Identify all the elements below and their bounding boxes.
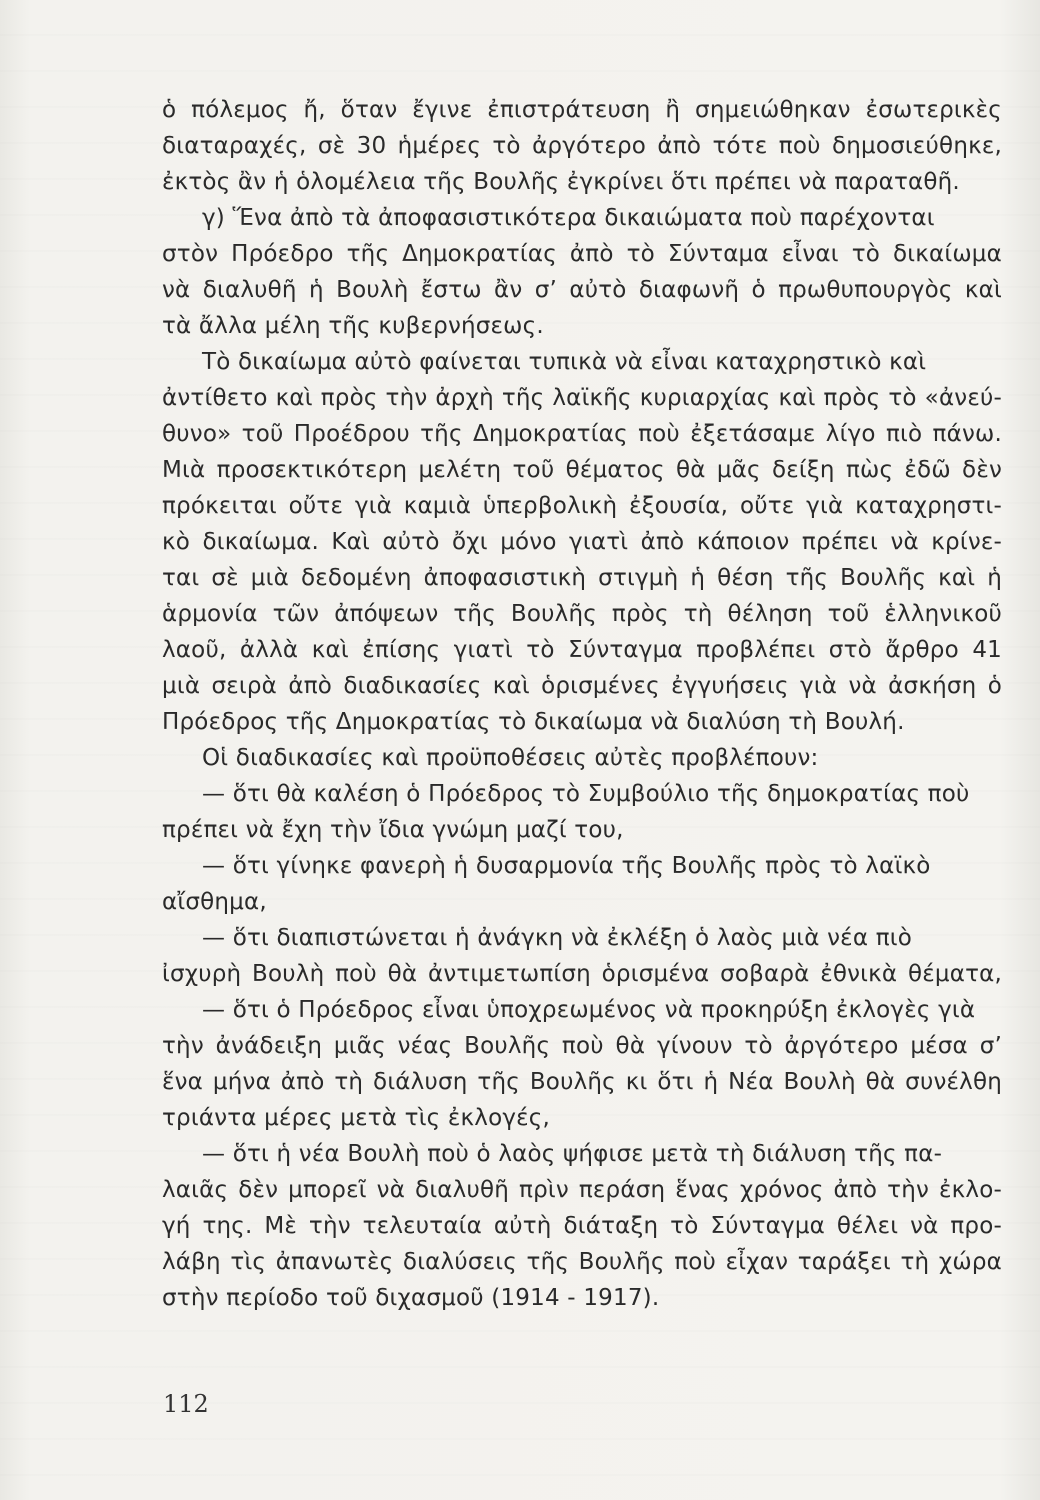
text-line: — ὅτι ἡ νέα Βουλὴ ποὺ ὁ λαὸς ψήφισε μετὰ τὴ διάλυση τῆς πα- [202, 1141, 943, 1167]
text-line: — ὅτι διαπιστώνεται ἡ ἀνάγκη νὰ ἐκλέξη ὁ λαὸς μιὰ νέα πιὸ [202, 925, 912, 951]
text-line: λαιᾶς δὲν μπορεῖ νὰ διαλυθῆ πρὶν περάση ἕνας χρόνος ἀπὸ τὴν ἐκλο- [162, 1177, 1002, 1203]
text-line: ἰσχυρὴ Βουλὴ ποὺ θὰ ἀντιμετωπίση ὁρισμένα σοβαρὰ ἐθνικὰ θέματα, [162, 961, 1002, 987]
text-line: ὁ πόλεμος ἤ, ὅταν ἔγινε ἐπιστράτευση ἢ σημειώθηκαν ἐσωτερικὲς [162, 97, 1002, 123]
text-line: μιὰ σειρὰ ἀπὸ διαδικασίες καὶ ὁρισμένες ἐγγυήσεις γιὰ νὰ ἀσκήση ὁ [162, 673, 1002, 699]
text-line: — ὅτι ὁ Πρόεδρος εἶναι ὑποχρεωμένος νὰ προκηρύξη ἐκλογὲς γιὰ [202, 997, 976, 1023]
text-line: νὰ διαλυθῆ ἡ Βουλὴ ἔστω ἂν σ’ αὐτὸ διαφωνῆ ὁ πρωθυπουργὸς καὶ [162, 277, 1002, 303]
text-line: ἕνα μήνα ἀπὸ τὴ διάλυση τῆς Βουλῆς κι ὅτι ἡ Νέα Βουλὴ θὰ συνέλθη [162, 1069, 1002, 1095]
text-line: τὴν ἀνάδειξη μιᾶς νέας Βουλῆς ποὺ θὰ γίνουν τὸ ἀργότερο μέσα σ’ [162, 1033, 1002, 1059]
text-line: ἁρμονία τῶν ἀπόψεων τῆς Βουλῆς πρὸς τὴ θέληση τοῦ ἑλληνικοῦ [162, 601, 1002, 627]
text-line: στὸν Πρόεδρο τῆς Δημοκρατίας ἀπὸ τὸ Σύνταμα εἶναι τὸ δικαίωμα [162, 241, 1002, 267]
text-line: στὴν περίοδο τοῦ διχασμοῦ (1914 - 1917). [162, 1285, 660, 1311]
text-line: — ὅτι θὰ καλέση ὁ Πρόεδρος τὸ Συμβούλιο τῆς δημοκρατίας ποὺ [202, 781, 970, 807]
text-line: ἐκτὸς ἂν ἡ ὁλομέλεια τῆς Βουλῆς ἐγκρίνει ὅτι πρέπει νὰ παραταθῆ. [162, 169, 960, 195]
text-line: κὸ δικαίωμα. Καὶ αὐτὸ ὄχι μόνο γιατὶ ἀπὸ κάποιον πρέπει νὰ κρίνε- [162, 529, 1002, 555]
text-line: Οἱ διαδικασίες καὶ προϋποθέσεις αὐτὲς προβλέπουν: [202, 745, 819, 771]
text-line: τὰ ἄλλα μέλη τῆς κυβερνήσεως. [162, 313, 544, 339]
text-line: θυνο» τοῦ Προέδρου τῆς Δημοκρατίας ποὺ ἐξετάσαμε λίγο πιὸ πάνω. [162, 421, 1002, 447]
text-line: Τὸ δικαίωμα αὐτὸ φαίνεται τυπικὰ νὰ εἶναι καταχρηστικὸ καὶ [202, 349, 927, 375]
text-line: διαταραχές, σὲ 30 ἡμέρες τὸ ἀργότερο ἀπὸ τότε ποὺ δημοσιεύθηκε, [162, 133, 1002, 159]
text-line: πρόκειται οὔτε γιὰ καμιὰ ὑπερβολικὴ ἐξουσία, οὔτε γιὰ καταχρηστι- [162, 493, 1002, 519]
text-line: αἴσθημα, [162, 889, 267, 915]
text-line: γ) Ἕνα ἀπὸ τὰ ἀποφασιστικότερα δικαιώματα ποὺ παρέχονται [202, 205, 935, 231]
text-line: Πρόεδρος τῆς Δημοκρατίας τὸ δικαίωμα νὰ διαλύση τὴ Βουλή. [162, 709, 905, 735]
text-line: λάβη τὶς ἀπανωτὲς διαλύσεις τῆς Βουλῆς ποὺ εἶχαν ταράξει τὴ χώρα [162, 1249, 1002, 1275]
text-line: λαοῦ, ἀλλὰ καὶ ἐπίσης γιατὶ τὸ Σύνταγμα προβλέπει στὸ ἄρθρο 41 [162, 637, 1002, 663]
text-line: ται σὲ μιὰ δεδομένη ἀποφασιστικὴ στιγμὴ ἡ θέση τῆς Βουλῆς καὶ ἡ [162, 565, 1002, 591]
text-line: τριάντα μέρες μετὰ τὶς ἐκλογές, [162, 1105, 551, 1131]
text-line: γή της. Μὲ τὴν τελευταία αὐτὴ διάταξη τὸ Σύνταγμα θέλει νὰ προ- [162, 1213, 1002, 1239]
body-text [162, 92, 1002, 1316]
page-number: 112 [163, 1390, 209, 1418]
text-line: — ὅτι γίνηκε φανερὴ ἡ δυσαρμονία τῆς Βουλῆς πρὸς τὸ λαϊκὸ [202, 853, 931, 879]
text-line: ἀντίθετο καὶ πρὸς τὴν ἀρχὴ τῆς λαϊκῆς κυριαρχίας καὶ πρὸς τὸ «ἀνεύ- [162, 385, 1002, 411]
text-line: πρέπει νὰ ἔχη τὴν ἴδια γνώμη μαζί του, [162, 817, 624, 843]
text-line: Μιὰ προσεκτικότερη μελέτη τοῦ θέματος θὰ μᾶς δείξη πὼς ἐδῶ δὲν [162, 457, 1002, 483]
